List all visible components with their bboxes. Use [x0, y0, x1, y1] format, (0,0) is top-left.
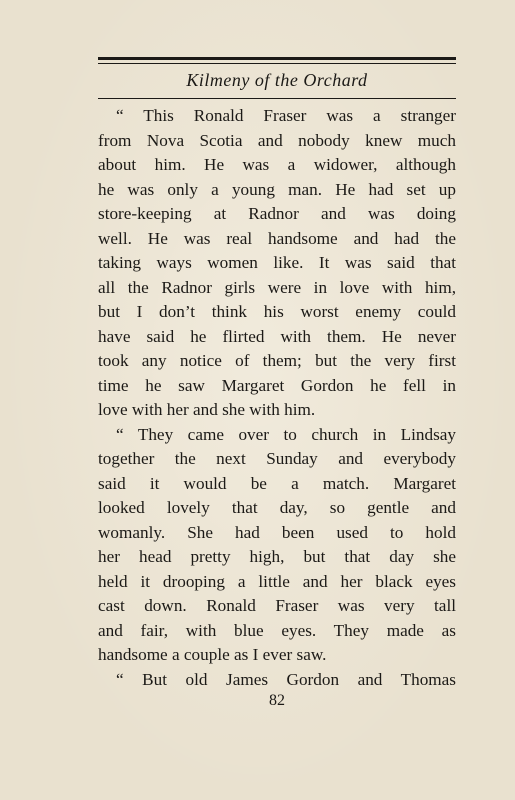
text-line: love with her and she with him. — [98, 400, 316, 419]
header-rule-thick — [98, 57, 456, 60]
text-line: said it would be a match. Margaret — [98, 473, 456, 493]
text-line: together the next Sunday and everybody — [98, 449, 456, 468]
text-line: well. He was real handsome and had the — [98, 228, 456, 248]
text-line: “ They came over to church in Lindsay — [116, 424, 456, 444]
text-line: taking ways women like. It was said that — [98, 253, 456, 272]
text-line: store-keeping at Radnor and was doing — [98, 204, 456, 223]
text-line: time he saw Margaret Gordon he fell in — [98, 375, 456, 395]
text-line: “ This Ronald Fraser was a stranger — [116, 106, 456, 125]
header-rule-lower — [98, 98, 456, 99]
text-line: held it drooping a little and her black eyes — [98, 571, 456, 591]
running-head: Kilmeny of the Orchard — [186, 70, 368, 90]
text-line: her head pretty high, but that day she — [98, 547, 456, 566]
text-line: took any notice of them; but the very first — [98, 351, 456, 370]
text-line: about him. He was a widower, although — [98, 155, 456, 174]
body-text — [98, 104, 456, 692]
text-line: handsome a couple as I ever saw. — [98, 645, 327, 664]
text-line: and fair, with blue eyes. They made as — [98, 620, 456, 640]
text-line: but I don’t think his worst enemy could — [98, 302, 456, 321]
header-rule-upper — [98, 63, 456, 64]
text-line: all the Radnor girls were in love with him, — [98, 277, 456, 297]
text-line: “ But old James Gordon and Thomas — [116, 669, 456, 689]
text-line: from Nova Scotia and nobody knew much — [98, 130, 456, 150]
text-line: cast down. Ronald Fraser was very tall — [98, 596, 456, 615]
text-line: have said he flirted with them. He never — [98, 326, 456, 346]
text-line: he was only a young man. He had set up — [98, 179, 456, 199]
page-number: 82 — [269, 692, 285, 709]
text-line: looked lovely that day, so gentle and — [98, 498, 456, 517]
text-line: womanly. She had been used to hold — [98, 522, 456, 542]
